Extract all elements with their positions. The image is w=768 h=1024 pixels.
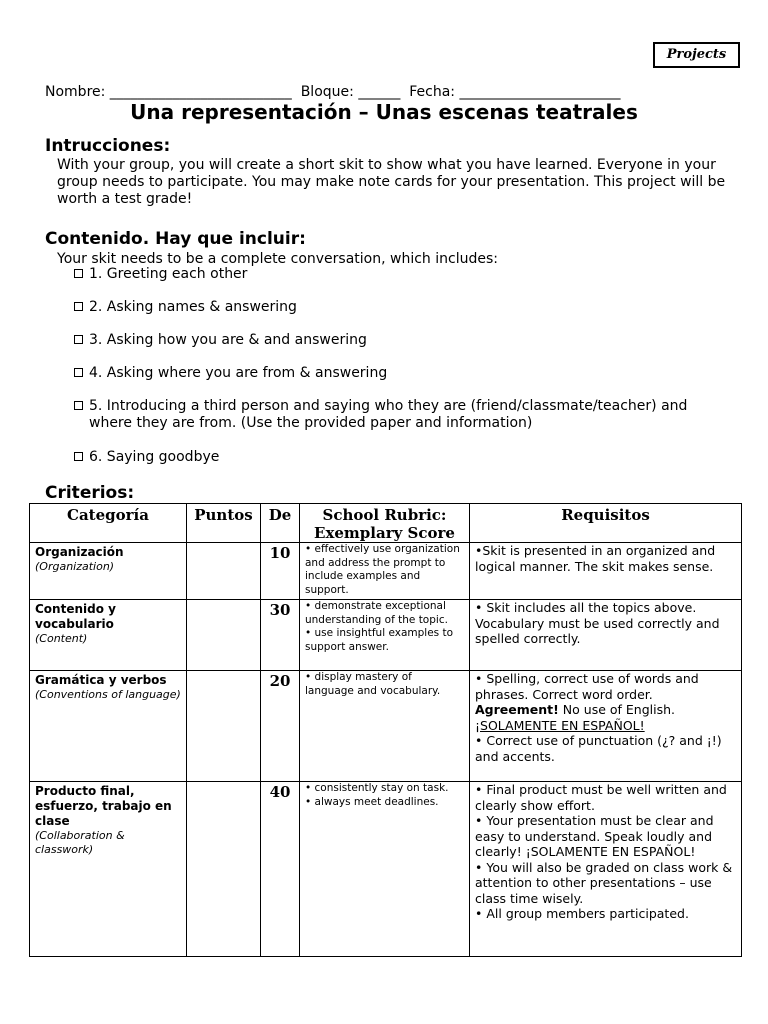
checklist-item-text: 6. Saying goodbye <box>89 449 220 465</box>
requirement-agreement <box>475 702 736 718</box>
requirement-bullet: • Correct use of punctuation (¿? and ¡!) and accents. <box>475 733 722 764</box>
category-subtitle: (Content) <box>35 632 88 645</box>
checkbox-icon[interactable] <box>74 401 83 410</box>
content-heading: Contenido. Hay que incluir: <box>45 229 306 249</box>
header-rubric <box>300 504 470 543</box>
puntos-cell[interactable] <box>187 671 261 782</box>
instructions-text: With your group, you will create a short skit to show what you have learned. Everyone in your group needs to participate. You may make note cards for your presentation. This project will be worth a test grade! <box>57 157 726 207</box>
checkbox-icon[interactable] <box>74 368 83 377</box>
de-value: 10 <box>261 543 300 600</box>
checklist-item-text: 5. Introducing a third person and saying who they are (friend/classmate/teacher) and where they are from. (Use the provided paper and information) <box>89 398 688 431</box>
requirement-bullet: • Your presentation must be clear and easy to understand. Speak loudly and clearly! ¡SOLAMENTE EN ESPAÑOL! <box>475 813 714 859</box>
checklist-item[interactable] <box>74 332 689 349</box>
checklist-item[interactable] <box>74 266 689 283</box>
table-row <box>30 543 742 600</box>
header-categoria: Categoría <box>30 504 187 543</box>
requirement-bullet: •Skit is presented in an organized and logical manner. The skit makes sense. <box>475 543 716 574</box>
category-name: Organización <box>35 545 124 559</box>
header-de: De <box>261 504 300 543</box>
checkbox-icon[interactable] <box>74 269 83 278</box>
fecha-label: Fecha: <box>409 84 455 100</box>
student-info-line <box>45 84 620 100</box>
checklist-item[interactable] <box>74 299 689 316</box>
table-header-row <box>30 504 742 543</box>
checklist-item[interactable] <box>74 449 689 466</box>
requirement-bullet: • All group members participated. <box>475 906 689 921</box>
puntos-cell[interactable] <box>187 543 261 600</box>
checklist-item-text: 4. Asking where you are from & answering <box>89 365 388 381</box>
nombre-blank[interactable]: __________________________ <box>109 84 292 100</box>
rubric-bullet: • demonstrate exceptional understanding of the topic. <box>305 600 448 626</box>
page-title: Una representación – Unas escenas teatrales <box>130 100 638 124</box>
checkbox-icon[interactable] <box>74 302 83 311</box>
category-subtitle: (Collaboration & classwork) <box>35 829 125 856</box>
de-value: 40 <box>261 782 300 957</box>
table-row <box>30 600 742 671</box>
agreement-bold: Agreement! <box>475 702 559 717</box>
checklist-item[interactable] <box>74 365 689 382</box>
category-name: Producto final, esfuerzo, trabajo en clase <box>35 784 172 828</box>
requirement-bullet: • Spelling, correct use of words and phrases. Correct word order. <box>475 671 699 702</box>
bloque-blank[interactable]: ______ <box>358 84 401 100</box>
checklist-item[interactable] <box>74 398 689 432</box>
puntos-cell[interactable] <box>187 782 261 957</box>
rubric-bullet: • consistently stay on task. <box>305 782 449 794</box>
category-name: Contenido y vocabulario <box>35 602 116 631</box>
category-subtitle: (Conventions of language) <box>35 688 181 701</box>
category-name: Gramática y verbos <box>35 673 167 687</box>
spanish-only-prefix: ¡ <box>475 717 481 733</box>
spanish-only-underlined: SOLAMENTE EN ESPAÑOL! <box>480 717 645 733</box>
requirement-spanish-only <box>475 718 736 734</box>
agreement-text: No use of English. <box>558 702 676 717</box>
rubric-bullet: • always meet deadlines. <box>305 795 439 808</box>
requirement-bullet: • Skit includes all the topics above. Vocabulary must be used correctly and spelled correctly. <box>475 600 720 646</box>
rubric-bullet: • effectively use organization and address the prompt to include examples and support. <box>305 543 460 596</box>
projects-label: Projects <box>653 42 740 68</box>
header-requisitos: Requisitos <box>470 504 742 543</box>
checkbox-icon[interactable] <box>74 335 83 344</box>
rubric-bullet: • display mastery of language and vocabulary. <box>305 671 441 697</box>
checklist-item-text: 3. Asking how you are & and answering <box>89 332 367 348</box>
category-subtitle: (Organization) <box>35 560 115 573</box>
fecha-blank[interactable]: _______________________ <box>459 84 621 100</box>
requirement-bullet: • You will also be graded on class work & attention to other presentations – use class time wisely. <box>475 859 733 906</box>
rubric-bullet: • use insightful examples to support answer. <box>305 627 453 653</box>
header-rubric-line2: Exemplary Score <box>314 524 455 542</box>
requirement-bullet: • Final product must be well written and clearly show effort. <box>475 782 727 813</box>
puntos-cell[interactable] <box>187 600 261 671</box>
bloque-label: Bloque: <box>300 84 354 100</box>
criteria-table <box>29 503 742 957</box>
content-intro: Your skit needs to be a complete conversation, which includes: <box>57 251 498 267</box>
nombre-label: Nombre: <box>45 84 106 100</box>
checkbox-icon[interactable] <box>74 452 83 461</box>
header-rubric-line1: School Rubric: <box>322 506 447 524</box>
de-value: 20 <box>261 671 300 782</box>
table-row <box>30 782 742 957</box>
checklist-item-text: 1. Greeting each other <box>89 266 248 282</box>
de-value: 30 <box>261 600 300 671</box>
checklist-item-text: 2. Asking names & answering <box>89 299 297 315</box>
header-puntos: Puntos <box>187 504 261 543</box>
instructions-heading: Intrucciones: <box>45 136 171 156</box>
criteria-heading: Criterios: <box>45 483 135 503</box>
table-row <box>30 671 742 782</box>
